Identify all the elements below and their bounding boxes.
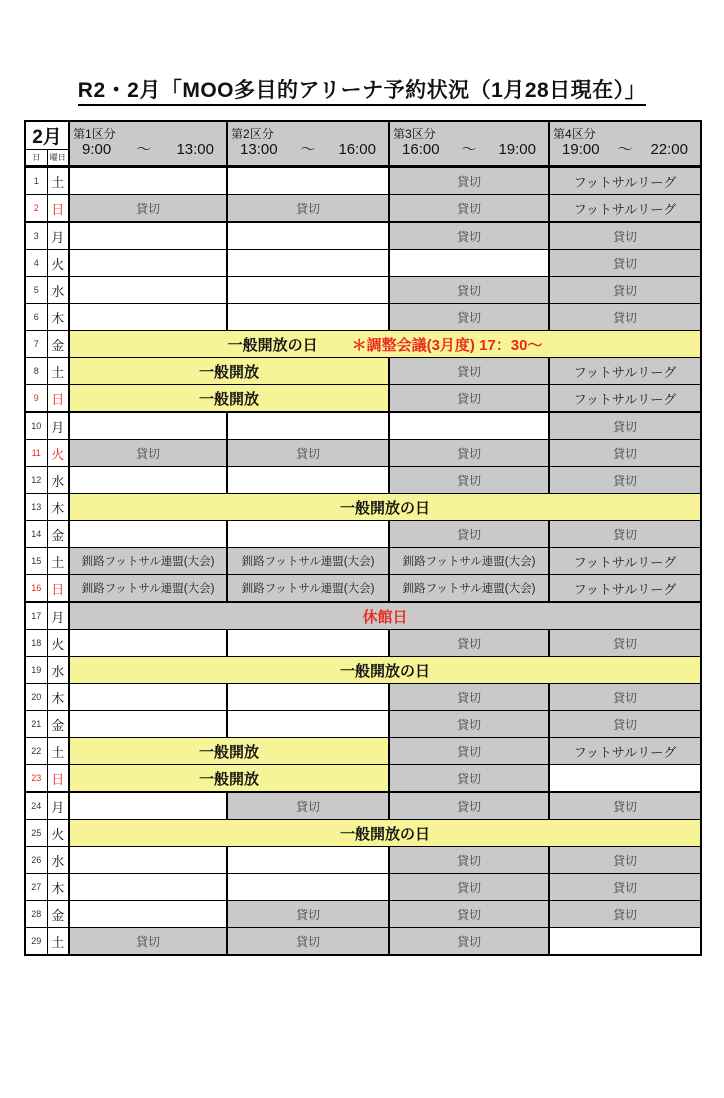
schedule-cell [69, 277, 227, 304]
schedule-row-20 [25, 684, 701, 711]
section-3-label: 第3区分 [393, 127, 436, 142]
schedule-cell: 貸切 [549, 874, 701, 901]
day-number: 16 [25, 575, 47, 603]
schedule-cell: 貸切 [389, 738, 549, 765]
day-number: 17 [25, 602, 47, 630]
schedule-cell: 貸切 [549, 521, 701, 548]
weekday-label: 土 [47, 928, 69, 956]
schedule-cell [227, 874, 389, 901]
day-number: 12 [25, 467, 47, 494]
schedule-cell [227, 684, 389, 711]
day-number: 26 [25, 847, 47, 874]
schedule-row-6 [25, 304, 701, 331]
schedule-cell: 貸切 [389, 277, 549, 304]
schedule-cell: 一般開放の日 [69, 820, 701, 847]
day-number: 15 [25, 548, 47, 575]
schedule-cell: 貸切 [389, 304, 549, 331]
day-number: 20 [25, 684, 47, 711]
schedule-cell [549, 928, 701, 956]
schedule-row-28 [25, 901, 701, 928]
schedule-row-14 [25, 521, 701, 548]
schedule-row-24 [25, 792, 701, 820]
weekday-label: 木 [47, 684, 69, 711]
weekday-label: 火 [47, 820, 69, 847]
day-number: 18 [25, 630, 47, 657]
schedule-cell: 貸切 [389, 792, 549, 820]
section-header-2 [227, 121, 389, 167]
weekday-label: 木 [47, 494, 69, 521]
day-number: 5 [25, 277, 47, 304]
schedule-cell [227, 222, 389, 250]
schedule-row-16 [25, 575, 701, 603]
schedule-cell: 釧路フットサル連盟(大会) [69, 575, 227, 603]
section-3-time: 16:00 ～ 19:00 [402, 141, 536, 159]
schedule-cell: 貸切 [389, 440, 549, 467]
schedule-row-2 [25, 195, 701, 223]
schedule-cell: 貸切 [69, 195, 227, 223]
schedule-cell: 釧路フットサル連盟(大会) [227, 548, 389, 575]
weekday-label: 火 [47, 440, 69, 467]
schedule-cell [227, 277, 389, 304]
schedule-cell [227, 847, 389, 874]
schedule-row-9 [25, 385, 701, 413]
schedule-cell: フットサルリーグ [549, 195, 701, 223]
schedule-cell [69, 304, 227, 331]
meeting-note: ＊調整会議(3月度) 17：30～ [351, 336, 543, 354]
section-header-1 [69, 121, 227, 167]
section-4-time: 19:00 ～ 22:00 [562, 141, 688, 159]
weekday-label: 金 [47, 521, 69, 548]
schedule-cell: 一般開放 [69, 358, 389, 385]
schedule-cell: フットサルリーグ [549, 548, 701, 575]
schedule-cell: 貸切 [227, 928, 389, 956]
day-number: 4 [25, 250, 47, 277]
day-number: 8 [25, 358, 47, 385]
schedule-cell: 貸切 [389, 874, 549, 901]
schedule-cell: 貸切 [549, 901, 701, 928]
schedule-row-8 [25, 358, 701, 385]
schedule-cell [389, 250, 549, 277]
schedule-cell [549, 765, 701, 793]
schedule-cell [69, 901, 227, 928]
schedule-cell: 貸切 [389, 847, 549, 874]
schedule-cell [69, 874, 227, 901]
day-number: 13 [25, 494, 47, 521]
schedule-cell: 貸切 [389, 684, 549, 711]
schedule-cell: 貸切 [389, 358, 549, 385]
schedule-cell: 貸切 [227, 195, 389, 223]
schedule-cell [69, 167, 227, 195]
schedule-cell: 貸切 [549, 467, 701, 494]
schedule-row-7 [25, 331, 701, 358]
schedule-row-21 [25, 711, 701, 738]
schedule-row-15 [25, 548, 701, 575]
schedule-row-19 [25, 657, 701, 684]
schedule-cell [69, 250, 227, 277]
schedule-cell: フットサルリーグ [549, 358, 701, 385]
schedule-cell: 釧路フットサル連盟(大会) [389, 575, 549, 603]
schedule-cell: 貸切 [389, 222, 549, 250]
schedule-cell [227, 167, 389, 195]
day-number: 24 [25, 792, 47, 820]
weekday-label: 木 [47, 874, 69, 901]
schedule-row-29 [25, 928, 701, 956]
schedule-cell: 釧路フットサル連盟(大会) [389, 548, 549, 575]
weekday-label: 土 [47, 358, 69, 385]
day-number: 25 [25, 820, 47, 847]
schedule-cell [69, 412, 227, 440]
day-number: 21 [25, 711, 47, 738]
day-number: 19 [25, 657, 47, 684]
weekday-label: 土 [47, 548, 69, 575]
day-number: 1 [25, 167, 47, 195]
day-number: 7 [25, 331, 47, 358]
schedule-row-10 [25, 412, 701, 440]
schedule-cell [69, 711, 227, 738]
day-number: 10 [25, 412, 47, 440]
schedule-row-23 [25, 765, 701, 793]
schedule-row-11 [25, 440, 701, 467]
schedule-cell: 貸切 [549, 684, 701, 711]
weekday-label: 日 [47, 575, 69, 603]
schedule-cell: 一般開放の日 [69, 657, 701, 684]
schedule-cell [227, 412, 389, 440]
day-number: 14 [25, 521, 47, 548]
schedule-cell [389, 412, 549, 440]
day-number: 2 [25, 195, 47, 223]
schedule-cell: 貸切 [389, 765, 549, 793]
schedule-cell [69, 684, 227, 711]
schedule-cell: 一般開放 [69, 385, 389, 413]
schedule-cell: 貸切 [389, 901, 549, 928]
schedule-cell: 貸切 [389, 195, 549, 223]
schedule-cell [227, 250, 389, 277]
schedule-row-18 [25, 630, 701, 657]
weekday-column-header: 曜日 [47, 150, 69, 167]
day-number: 6 [25, 304, 47, 331]
schedule-cell: 貸切 [227, 901, 389, 928]
schedule-cell [227, 630, 389, 657]
schedule-cell: 貸切 [69, 928, 227, 956]
schedule-cell: 貸切 [549, 440, 701, 467]
day-number: 3 [25, 222, 47, 250]
header-row-top [25, 121, 701, 150]
weekday-label: 日 [47, 385, 69, 413]
section-1-label: 第1区分 [73, 127, 116, 142]
weekday-label: 火 [47, 630, 69, 657]
weekday-label: 金 [47, 331, 69, 358]
schedule-cell [69, 467, 227, 494]
schedule-row-22 [25, 738, 701, 765]
weekday-label: 金 [47, 901, 69, 928]
schedule-cell: 貸切 [69, 440, 227, 467]
schedule-cell: 釧路フットサル連盟(大会) [227, 575, 389, 603]
schedule-cell: 休館日 [69, 602, 701, 630]
schedule-row-27 [25, 874, 701, 901]
day-number: 11 [25, 440, 47, 467]
schedule-row-5 [25, 277, 701, 304]
day-number: 29 [25, 928, 47, 956]
schedule-cell: フットサルリーグ [549, 575, 701, 603]
section-2-time: 13:00 ～ 16:00 [240, 141, 376, 159]
schedule-cell: 貸切 [549, 277, 701, 304]
day-number: 23 [25, 765, 47, 793]
schedule-cell: 貸切 [549, 630, 701, 657]
weekday-label: 金 [47, 711, 69, 738]
schedule-cell: フットサルリーグ [549, 167, 701, 195]
schedule-row-3 [25, 222, 701, 250]
day-number: 9 [25, 385, 47, 413]
month-cell: 2月 [25, 121, 69, 150]
weekday-label: 月 [47, 602, 69, 630]
day-number: 28 [25, 901, 47, 928]
schedule-cell [69, 630, 227, 657]
schedule-cell [69, 521, 227, 548]
section-4-label: 第4区分 [553, 127, 596, 142]
schedule-cell: 一般開放の日 [69, 494, 701, 521]
weekday-label: 火 [47, 250, 69, 277]
schedule-cell: 一般開放 [69, 738, 389, 765]
weekday-label: 日 [47, 765, 69, 793]
open-day-label: 一般開放の日 [227, 336, 318, 354]
weekday-label: 水 [47, 847, 69, 874]
schedule-row-1 [25, 167, 701, 195]
schedule-cell: 貸切 [549, 412, 701, 440]
schedule-cell: 貸切 [549, 304, 701, 331]
weekday-label: 日 [47, 195, 69, 223]
schedule-cell: 貸切 [389, 467, 549, 494]
schedule-cell: 貸切 [227, 440, 389, 467]
schedule-cell: フットサルリーグ [549, 385, 701, 413]
weekday-label: 土 [47, 167, 69, 195]
page-title: R2・2月「MOO多目的アリーナ予約状況（1月28日現在）」 [0, 74, 724, 104]
schedule-cell: 貸切 [389, 521, 549, 548]
weekday-label: 水 [47, 277, 69, 304]
section-2-label: 第2区分 [231, 127, 274, 142]
weekday-label: 水 [47, 467, 69, 494]
schedule-cell: 釧路フットサル連盟(大会) [69, 548, 227, 575]
section-header-3 [389, 121, 549, 167]
weekday-label: 月 [47, 222, 69, 250]
schedule-cell: 貸切 [389, 928, 549, 956]
schedule-cell: 貸切 [389, 630, 549, 657]
schedule-cell: 貸切 [389, 711, 549, 738]
schedule-cell: 貸切 [549, 792, 701, 820]
section-header-4 [549, 121, 701, 167]
weekday-label: 月 [47, 792, 69, 820]
schedule-cell [69, 847, 227, 874]
weekday-label: 木 [47, 304, 69, 331]
schedule-cell: 貸切 [549, 222, 701, 250]
weekday-label: 水 [47, 657, 69, 684]
schedule-row-17 [25, 602, 701, 630]
schedule-cell: 貸切 [227, 792, 389, 820]
schedule-cell [69, 792, 227, 820]
schedule-cell: 一般開放 [69, 765, 389, 793]
schedule-cell [227, 521, 389, 548]
schedule-cell: 貸切 [549, 847, 701, 874]
schedule-row-13 [25, 494, 701, 521]
day-column-header: 日 [25, 150, 47, 167]
schedule-row-4 [25, 250, 701, 277]
reservation-table [24, 120, 702, 956]
day-number: 27 [25, 874, 47, 901]
weekday-label: 土 [47, 738, 69, 765]
schedule-cell [227, 304, 389, 331]
section-1-time: 9:00 ～ 13:00 [82, 141, 214, 159]
schedule-cell [69, 222, 227, 250]
schedule-cell [69, 331, 701, 358]
schedule-row-25 [25, 820, 701, 847]
schedule-row-26 [25, 847, 701, 874]
schedule-row-12 [25, 467, 701, 494]
day-number: 22 [25, 738, 47, 765]
schedule-cell [227, 467, 389, 494]
schedule-cell: 貸切 [389, 385, 549, 413]
weekday-label: 月 [47, 412, 69, 440]
schedule-cell: 貸切 [549, 250, 701, 277]
schedule-cell: 貸切 [549, 711, 701, 738]
schedule-cell: フットサルリーグ [549, 738, 701, 765]
schedule-cell [227, 711, 389, 738]
schedule-cell: 貸切 [389, 167, 549, 195]
